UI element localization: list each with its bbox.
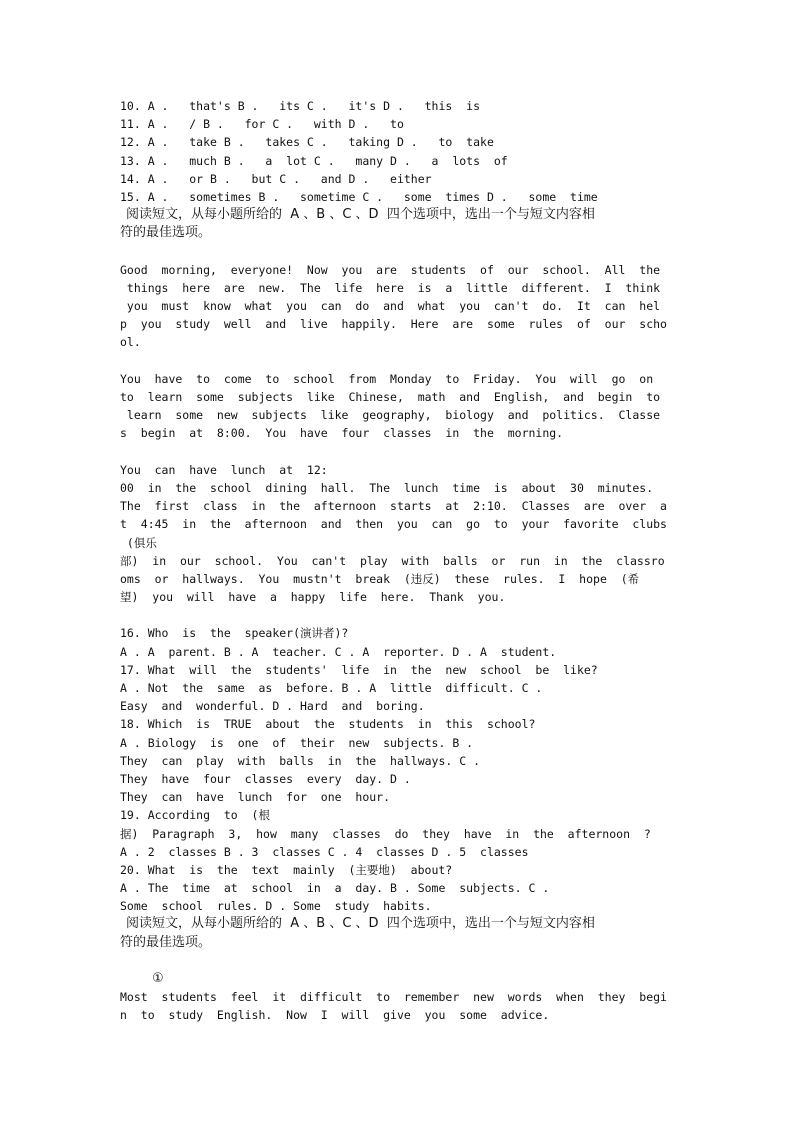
passage-paragraph-1 [120, 261, 676, 352]
question-line: 17. What will the students' life in the new school be like? [120, 662, 598, 677]
section-instruction-1 [120, 206, 676, 242]
passage-line: oms or hallways. You mustn't break (违反) these rules. I hope (希 [120, 571, 640, 586]
passage-line: n to study English. Now I will give you some advice. [120, 1008, 550, 1023]
question-list [120, 624, 676, 915]
option-line-13: 13. A . much B . a lot C . many D . a lots of [120, 153, 508, 168]
passage-line: Good morning, everyone! Now you are students of our school. All the [120, 262, 661, 277]
passage-line: You have to come to school from Monday to Friday. You will go on [120, 371, 654, 386]
question-line: A . The time at school in a day. B . Some subjects. C . [120, 881, 550, 896]
passage-line: 00 in the school dining hall. The lunch time is about 30 minutes. [120, 480, 654, 495]
passage-line: (俱乐 [120, 535, 157, 550]
section-instruction-2 [120, 915, 676, 951]
passage-line: Most students feel it difficult to remember new words when they begi [120, 990, 667, 1005]
option-line-10: 10. A . that's B . its C . it's D . this is [120, 99, 481, 113]
question-line: A . A parent. B . A teacher. C . A reporter. D . A student. [120, 644, 557, 659]
option-line-15: 15. A . sometimes B . sometime C . some times D . some time [120, 189, 598, 204]
passage-line: 部) in our school. You can't play with balls or run in the classro [120, 553, 665, 568]
question-line: 20. What is the text mainly (主要地) about? [120, 862, 453, 877]
question-line: Some school rules. D . Some study habits. [120, 899, 432, 914]
question-line: A . 2 classes B . 3 classes C . 4 classes D . 5 classes [120, 844, 529, 859]
question-line: 18. Which is TRUE about the students in this school? [120, 717, 536, 732]
question-line: They can have lunch for one hour. [120, 790, 391, 805]
instruction-line: 符的最佳选项。 [120, 225, 212, 241]
question-line: 16. Who is the speaker(演讲者)? [120, 626, 349, 641]
question-line: 据) Paragraph 3, how many classes do they have in the afternoon ? [120, 826, 651, 841]
passage-line: t 4:45 in the afternoon and then you can go to your favorite clubs [120, 517, 667, 532]
question-line: They have four classes every day. D . [120, 771, 411, 786]
option-list [120, 97, 676, 206]
passage-line: ol. [120, 335, 141, 350]
passage-line: You can have lunch at 12: [120, 462, 328, 477]
passage-number-marker: ① [152, 971, 164, 986]
passage-line: p you study well and live happily. Here are some rules of our scho [120, 317, 667, 332]
passage-line: 望) you will have a happy life here. Thank you. [120, 590, 506, 605]
option-line-11: 11. A . / B . for C . with D . to [120, 117, 404, 132]
question-line: Easy and wonderful. D . Hard and boring. [120, 699, 425, 714]
passage-line: learn some new subjects like geography, biology and politics. Classe [120, 408, 661, 423]
question-line: They can play with balls in the hallways. C . [120, 753, 481, 768]
passage-paragraph-3 [120, 461, 676, 607]
passage-line: you must know what you can do and what you can't do. It can hel [120, 299, 661, 314]
passage-paragraph-2 [120, 370, 676, 443]
passage-line: The first class in the afternoon starts at 2:10. Classes are over a [120, 499, 667, 514]
question-line: 19. According to (根 [120, 808, 270, 823]
passage-line: s begin at 8:00. You have four classes in the morning. [120, 426, 564, 441]
option-line-14: 14. A . or B . but C . and D . either [120, 171, 432, 186]
question-line: A . Not the same as before. B . A little difficult. C . [120, 681, 543, 695]
passage-2 [120, 970, 676, 1025]
passage-line: to learn some subjects like Chinese, math and English, and begin to [120, 390, 661, 404]
document-page [120, 97, 676, 1025]
instruction-line: 阅读短文，从每小题所给的 A 、B 、C 、D 四个选项中，选出一个与短文内容相 [126, 916, 595, 932]
instruction-line: 符的最佳选项。 [120, 934, 212, 950]
option-line-12: 12. A . take B . takes C . taking D . to take [120, 135, 494, 150]
passage-line: things here are new. The life here is a little different. I think [120, 280, 661, 295]
instruction-line: 阅读短文，从每小题所给的 A 、B 、C 、D 四个选项中，选出一个与短文内容相 [126, 207, 595, 223]
question-line: A . Biology is one of their new subjects. B . [120, 735, 474, 750]
